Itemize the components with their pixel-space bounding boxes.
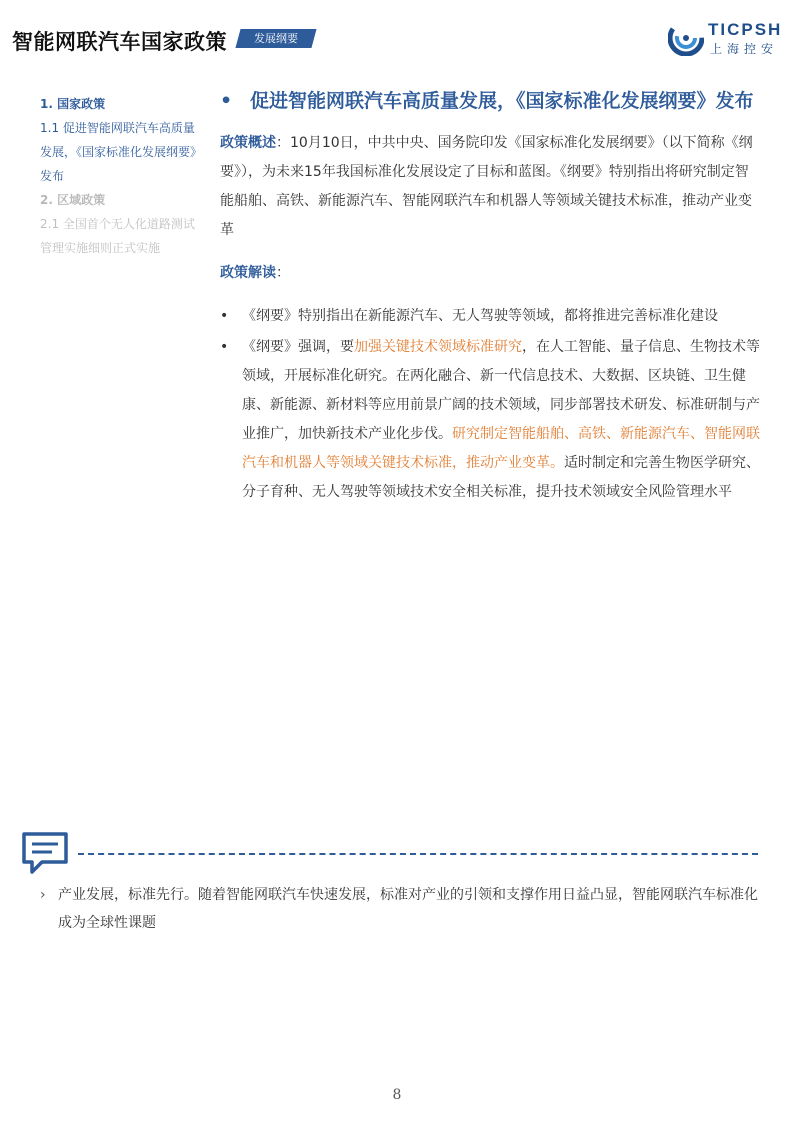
highlight-text-2: 研究制定智能船舶、高铁、新能源汽车、智能网联汽车和机器人等领域关键技术标准，推动产业变革。: [242, 426, 760, 471]
section-heading-text: 促进智能网联汽车高质量发展，《国家标准化发展纲要》发布: [250, 90, 754, 112]
conclusion-text: 产业发展，标准先行。随着智能网联汽车快速发展，标准对产业的引领和支撑作用日益凸显，智能网联汽车标准化成为全球性课题: [58, 887, 758, 931]
policy-interpretation-heading: [220, 259, 760, 288]
company-logo: [668, 20, 788, 58]
interpretation-list: [220, 302, 760, 507]
chevron-right-icon: ›: [40, 887, 46, 903]
dashed-divider: [78, 853, 758, 855]
toc-item-national-policy[interactable]: 1. 国家政策: [40, 97, 106, 111]
page-number: 8: [392, 1087, 402, 1103]
section-tag-label: 发展纲要: [254, 32, 298, 45]
bullet-dot-icon: •: [220, 339, 229, 355]
policy-interpretation-label: 政策解读: [220, 265, 276, 281]
logo-subtitle: 上海控安: [710, 42, 779, 56]
list-item-text: 《纲要》特别指出在新能源汽车、无人驾驶等领域，都将推进完善标准化建设: [242, 308, 718, 324]
policy-overview-label: 政策概述: [220, 135, 276, 151]
highlight-text-1: 加强关键技术领域标准研究: [354, 339, 522, 355]
bullet-dot-icon: •: [220, 308, 229, 324]
toc-item-regional-policy[interactable]: 2. 区域政策: [40, 193, 106, 207]
comment-icon: [20, 830, 70, 876]
list-item-text-a: 《纲要》强调，要: [242, 339, 354, 355]
policy-interpretation-colon: ：: [276, 265, 290, 281]
bullet-dot-icon: •: [220, 90, 233, 112]
toc-item-regional-policy-1[interactable]: 2.1 全国首个无人化道路测试管理实施细则正式实施: [40, 217, 195, 255]
table-of-contents: [40, 92, 200, 260]
conclusion: [40, 881, 760, 937]
main-content: [220, 88, 760, 509]
section-tag: [235, 29, 316, 48]
list-item: [220, 302, 760, 331]
logo-name: TICPSH: [708, 20, 783, 39]
section-heading: [220, 88, 760, 115]
logo-swirl-icon: [668, 20, 704, 56]
page-header-title: 智能网联汽车国家政策: [12, 30, 227, 54]
policy-overview: [220, 129, 760, 245]
policy-overview-text: ：10月10日，中共中央、国务院印发《国家标准化发展纲要》（以下简称《纲要》），为未来15年我国标准化发展设定了目标和蓝图。《纲要》特别指出将研究制定智能船舶、高铁、新能源汽车、智能网联汽车和机器人等领域关键技术标准，推动产业变革: [220, 135, 753, 238]
list-item-text-c: 适时制定和完善生物医学研究、分子育种、无人驾驶等领域技术安全相关标准，提升技术领域安全风险管理水平: [242, 455, 760, 500]
list-item-text-b: ，在人工智能、量子信息、生物技术等领域，开展标准化研究。在两化融合、新一代信息技术、大数据、区块链、卫生健康、新能源、新材料等应用前景广阔的技术领域，同步部署技术研发、标准研制与产业推广，加快新技术产业化步伐。: [242, 339, 760, 442]
toc-item-national-policy-1[interactable]: 1.1 促进智能网联汽车高质量发展，《国家标准化发展纲要》发布: [40, 121, 197, 183]
list-item: [220, 333, 760, 507]
